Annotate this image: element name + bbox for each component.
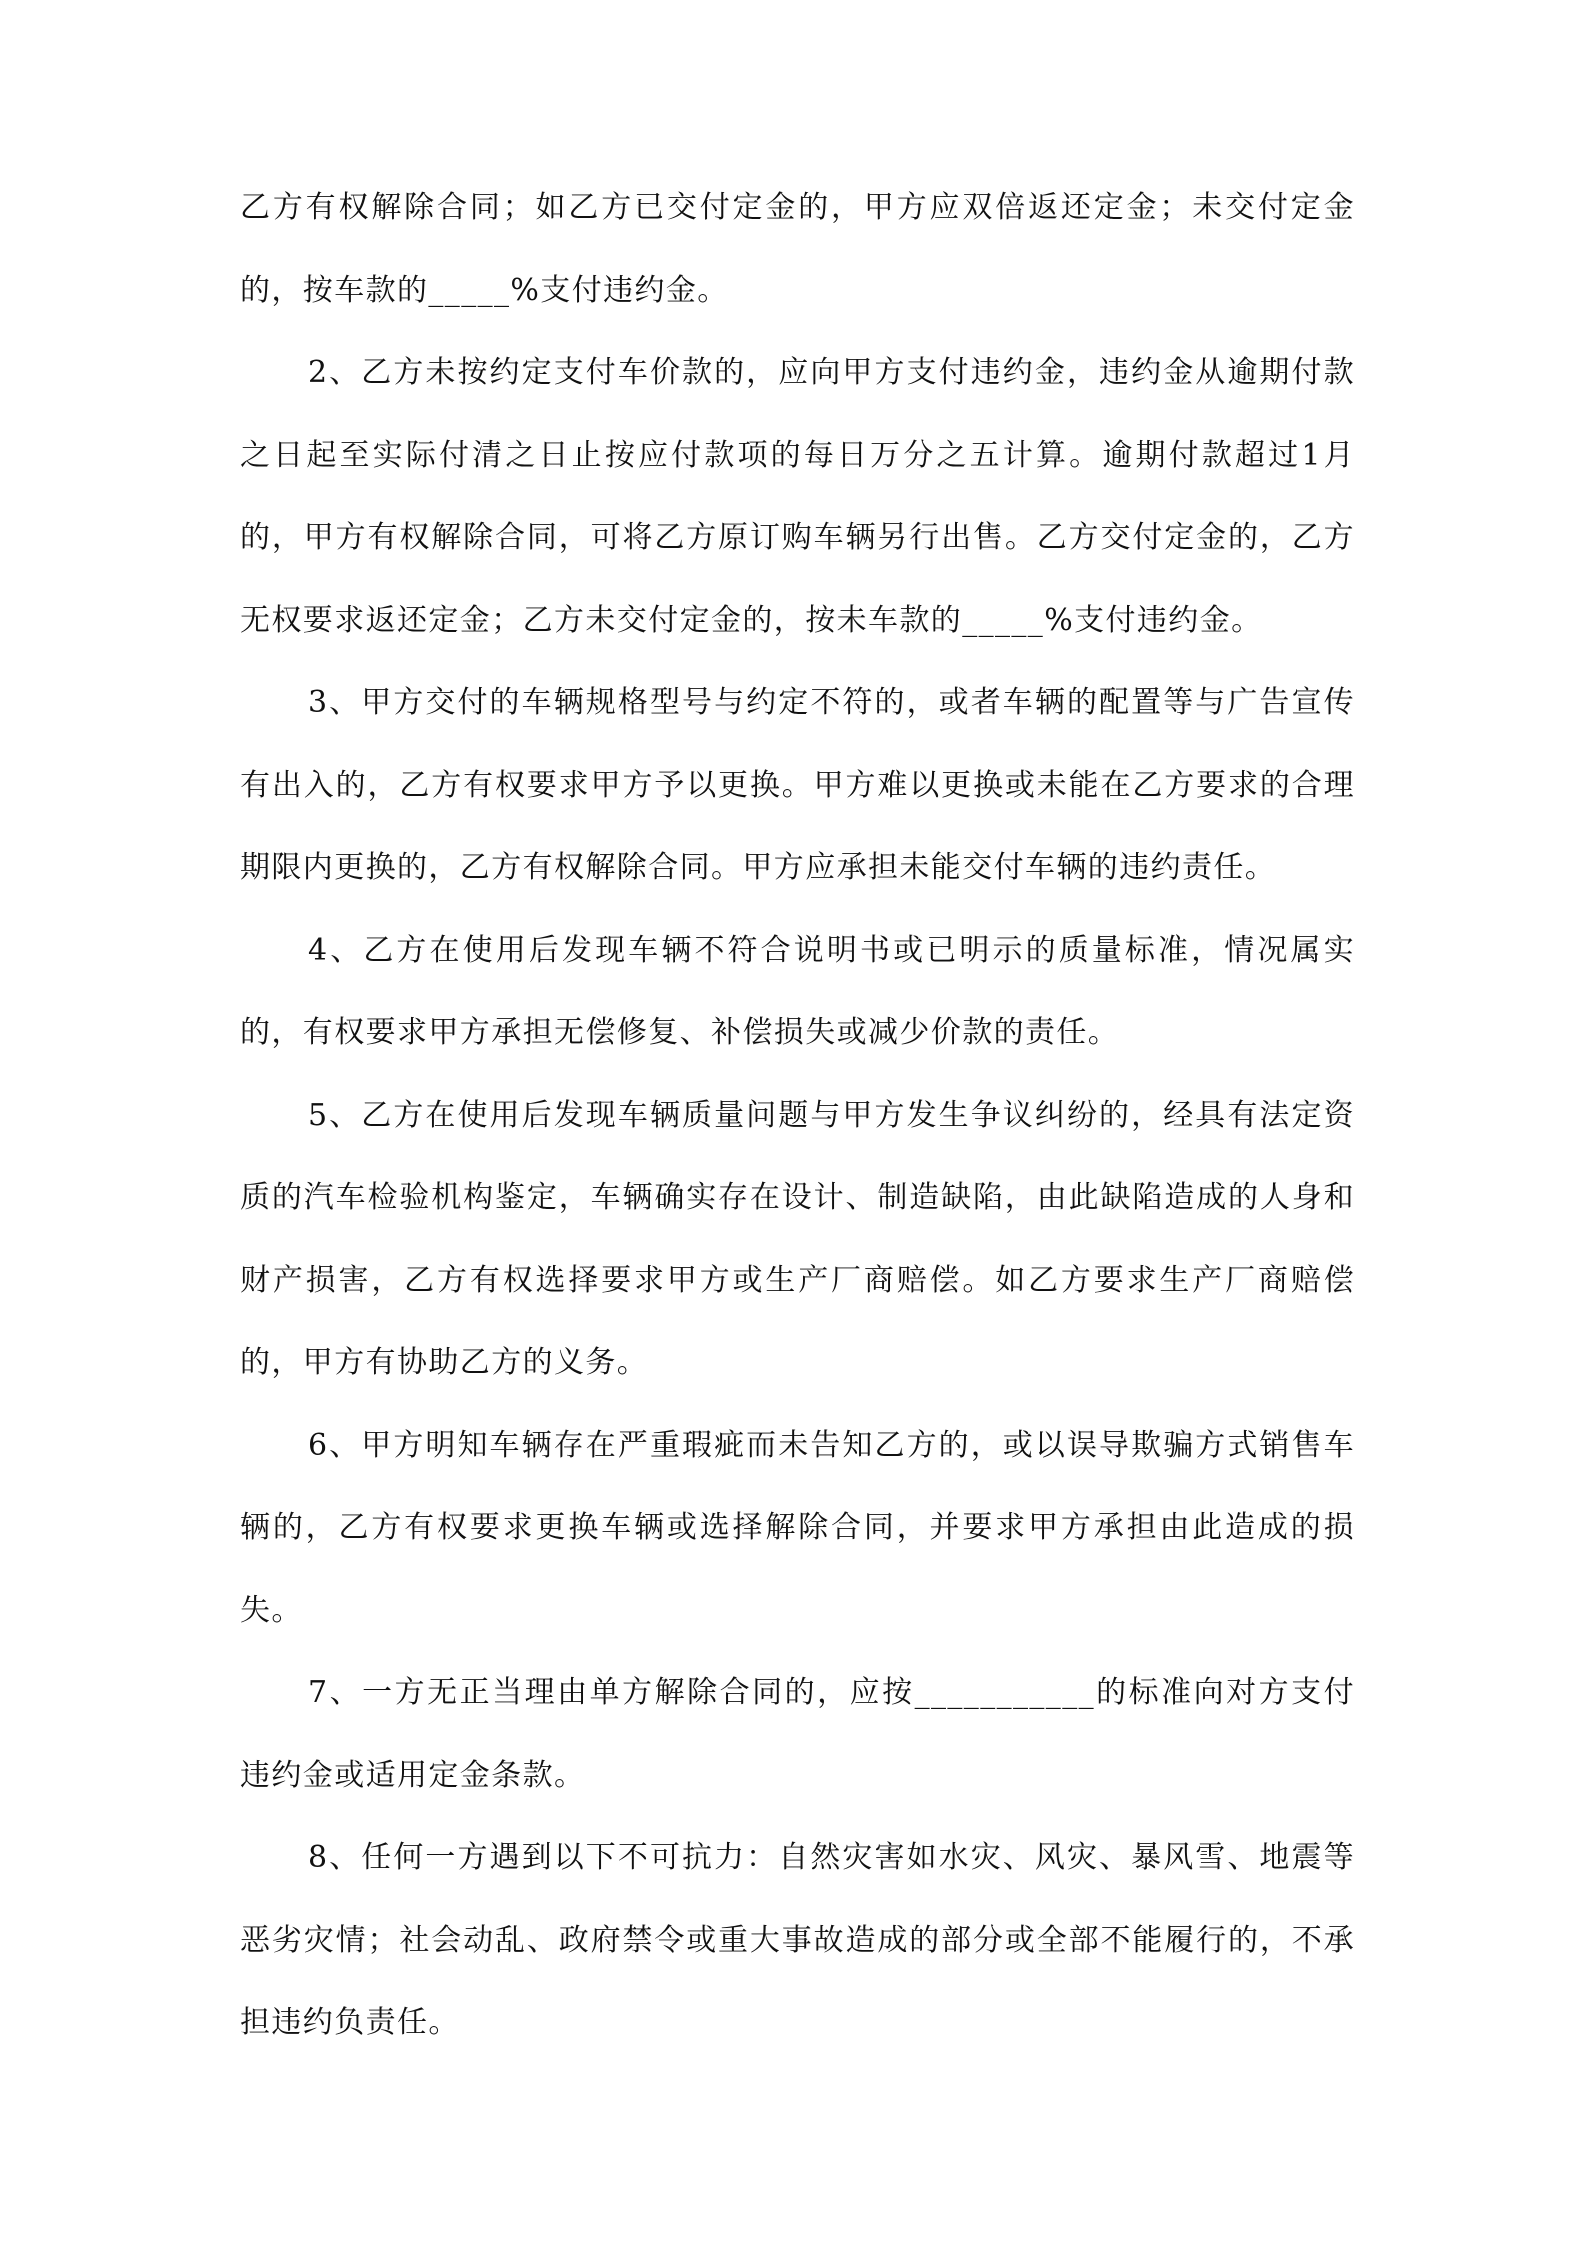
clause-2: 2、乙方未按约定支付车价款的，应向甲方支付违约金，违约金从逾期付款之日起至实际付清之日止按应付款项的每日万分之五计算。逾期付款超过1月的，甲方有权解除合同，可将乙方原订购车辆另行出售。乙方交付定金的，乙方无权要求返还定金；乙方未交付定金的，按未车款的_____%支付违约金。 [240,355,1355,638]
document-body [240,167,1355,2065]
clause-6: 6、甲方明知车辆存在严重瑕疵而未告知乙方的，或以误导欺骗方式销售车辆的，乙方有权要求更换车辆或选择解除合同，并要求甲方承担由此造成的损失。 [240,1427,1355,1628]
clause-7: 7、一方无正当理由单方解除合同的，应按___________的标准向对方支付违约金或适用定金条款。 [240,1675,1355,1793]
paragraph-continuation: 乙方有权解除合同；如乙方已交付定金的，甲方应双倍返还定金；未交付定金的，按车款的_____%支付违约金。 [240,190,1355,308]
clause-4: 4、乙方在使用后发现车辆不符合说明书或已明示的质量标准，情况属实的，有权要求甲方承担无偿修复、补偿损失或减少价款的责任。 [240,932,1355,1050]
clause-8: 8、任何一方遇到以下不可抗力：自然灾害如水灾、风灾、暴风雪、地震等恶劣灾情；社会动乱、政府禁令或重大事故造成的部分或全部不能履行的，不承担违约负责任。 [240,1840,1355,2040]
clause-3: 3、甲方交付的车辆规格型号与约定不符的，或者车辆的配置等与广告宣传有出入的，乙方有权要求甲方予以更换。甲方难以更换或未能在乙方要求的合理期限内更换的，乙方有权解除合同。甲方应承担未能交付车辆的违约责任。 [240,685,1355,885]
clause-5: 5、乙方在使用后发现车辆质量问题与甲方发生争议纠纷的，经具有法定资质的汽车检验机构鉴定，车辆确实存在设计、制造缺陷，由此缺陷造成的人身和财产损害，乙方有权选择要求甲方或生产厂商赔偿。如乙方要求生产厂商赔偿的，甲方有协助乙方的义务。 [240,1097,1355,1380]
